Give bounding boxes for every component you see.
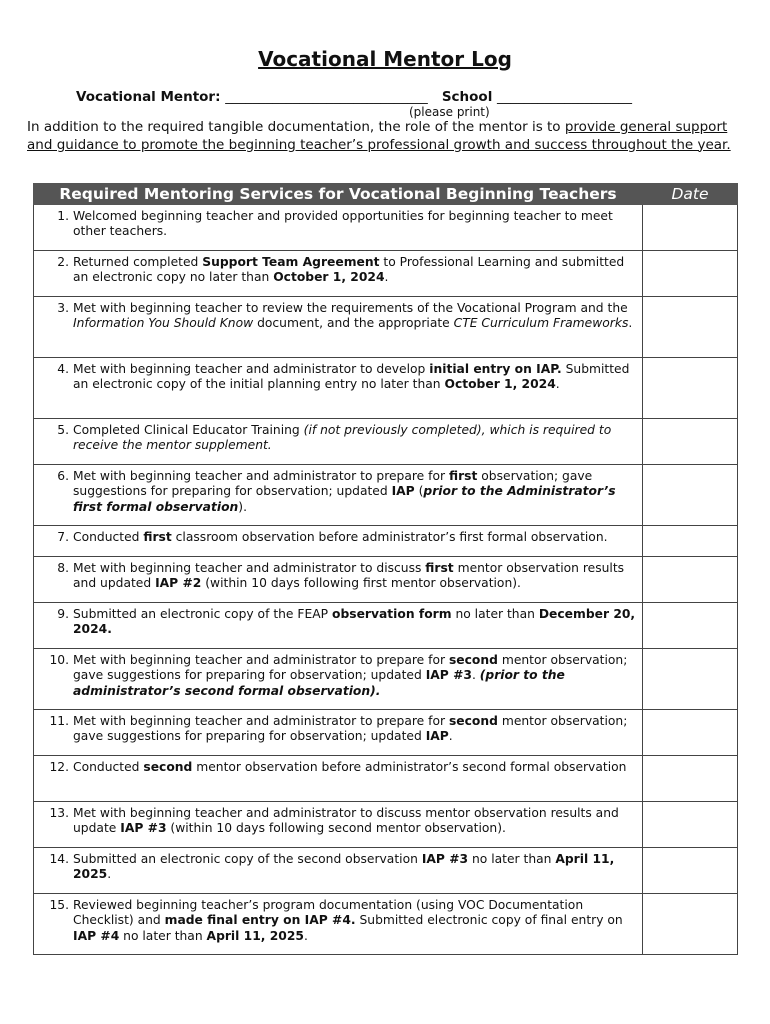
date-cell[interactable] (643, 419, 738, 465)
date-cell[interactable] (643, 802, 738, 848)
intro-underlined-text: provide general support and guidance to promote the beginning teacher’s professional growth and success throughout the year. (27, 119, 731, 153)
item-number: 7. (57, 530, 69, 544)
date-cell[interactable] (643, 251, 738, 297)
table-row (34, 205, 738, 251)
table-header-row (34, 184, 738, 205)
date-cell[interactable] (643, 848, 738, 894)
item-number: 4. (57, 362, 69, 376)
item-text: Welcomed beginning teacher and provided opportunities for beginning teacher to meet other teachers. (73, 209, 613, 239)
table-row (34, 802, 738, 848)
item-number: 2. (57, 255, 69, 269)
mentor-label: Vocational Mentor: (76, 89, 221, 105)
date-cell[interactable] (643, 526, 738, 557)
table-row (34, 894, 738, 955)
item-number: 3. (57, 301, 69, 315)
date-cell[interactable] (643, 557, 738, 603)
table-row (34, 710, 738, 756)
table-row (34, 603, 738, 649)
item-text: Met with beginning teacher and administrator to prepare for first observation; gave suggestions for preparing for observation; updated IAP (prior to the Administrator’s first formal observation). (73, 469, 616, 514)
item-number: 5. (57, 423, 69, 437)
item-text: Conducted first classroom observation before administrator’s first formal observation. (73, 530, 608, 544)
item-number: 1. (57, 209, 69, 223)
item-number: 10. (49, 653, 69, 667)
intro-text: In addition to the required tangible documentation, the role of the mentor is to (27, 119, 565, 135)
table-row (34, 297, 738, 358)
item-text: Reviewed beginning teacher’s program documentation (using VOC Documentation Checklist) and made final entry on IAP #4. Submitted electronic copy of final entry on IAP #4 no later than April 11, 2025. (73, 898, 623, 943)
item-number: 13. (49, 806, 69, 820)
table-row (34, 251, 738, 297)
school-label: School (441, 89, 493, 105)
table-row (34, 848, 738, 894)
table-row (34, 465, 738, 526)
table-row (34, 358, 738, 419)
item-number: 9. (57, 607, 69, 621)
school-field[interactable]: ____________________ (497, 89, 633, 105)
item-text: Met with beginning teacher and administrator to discuss first mentor observation results and updated IAP #2 (within 10 days following first mentor observation). (73, 561, 625, 591)
item-text: Conducted second mentor observation before administrator’s second formal observation (73, 760, 627, 774)
item-number: 14. (49, 852, 69, 866)
item-text: Met with beginning teacher and administrator to prepare for second mentor observation; gave suggestions for preparing for observation; updated IAP #3. (prior to the administrator’s second formal observation). (73, 653, 628, 698)
item-number: 12. (49, 760, 69, 774)
table-row (34, 649, 738, 710)
page-title: Vocational Mentor Log (258, 47, 512, 71)
table-row (34, 419, 738, 465)
mentor-name-field[interactable]: ______________________________ (225, 89, 428, 105)
item-text: Submitted an electronic copy of the second observation IAP #3 no later than April 11, 2025. (73, 852, 615, 882)
date-cell[interactable] (643, 465, 738, 526)
item-number: 11. (49, 714, 69, 728)
item-text: Met with beginning teacher and administrator to prepare for second mentor observation; gave suggestions for preparing for observation; updated IAP. (73, 714, 628, 744)
item-number: 6. (57, 469, 69, 483)
services-column-header: Required Mentoring Services for Vocational Beginning Teachers (34, 184, 643, 205)
please-print-note: (please print) (409, 105, 490, 119)
date-cell[interactable] (643, 358, 738, 419)
mentoring-services-table (33, 183, 738, 955)
item-text: Met with beginning teacher and administrator to discuss mentor observation results and update IAP #3 (within 10 days following second mentor observation). (73, 806, 619, 836)
item-text: Submitted an electronic copy of the FEAP observation form no later than December 20, 2024. (73, 607, 636, 637)
item-text: Completed Clinical Educator Training (if not previously completed), which is required to receive the mentor supplement. (73, 423, 612, 453)
table-row (34, 526, 738, 557)
item-text: Returned completed Support Team Agreement to Professional Learning and submitted an electronic copy no later than October 1, 2024. (73, 255, 625, 285)
date-column-header: Date (643, 184, 738, 205)
date-cell[interactable] (643, 297, 738, 358)
mentor-school-line (76, 89, 632, 105)
item-text: Met with beginning teacher to review the requirements of the Vocational Program and the Information You Should Know document, and the appropriate CTE Curriculum Frameworks. (73, 301, 633, 331)
item-number: 15. (49, 898, 69, 912)
item-number: 8. (57, 561, 69, 575)
table-row (34, 557, 738, 603)
date-cell[interactable] (643, 205, 738, 251)
date-cell[interactable] (643, 894, 738, 955)
item-text: Met with beginning teacher and administrator to develop initial entry on IAP. Submitted an electronic copy of the initial planning entry no later than October 1, 2024. (73, 362, 630, 392)
date-cell[interactable] (643, 756, 738, 802)
table-row (34, 756, 738, 802)
date-cell[interactable] (643, 649, 738, 710)
date-cell[interactable] (643, 710, 738, 756)
intro-paragraph (27, 119, 747, 154)
date-cell[interactable] (643, 603, 738, 649)
